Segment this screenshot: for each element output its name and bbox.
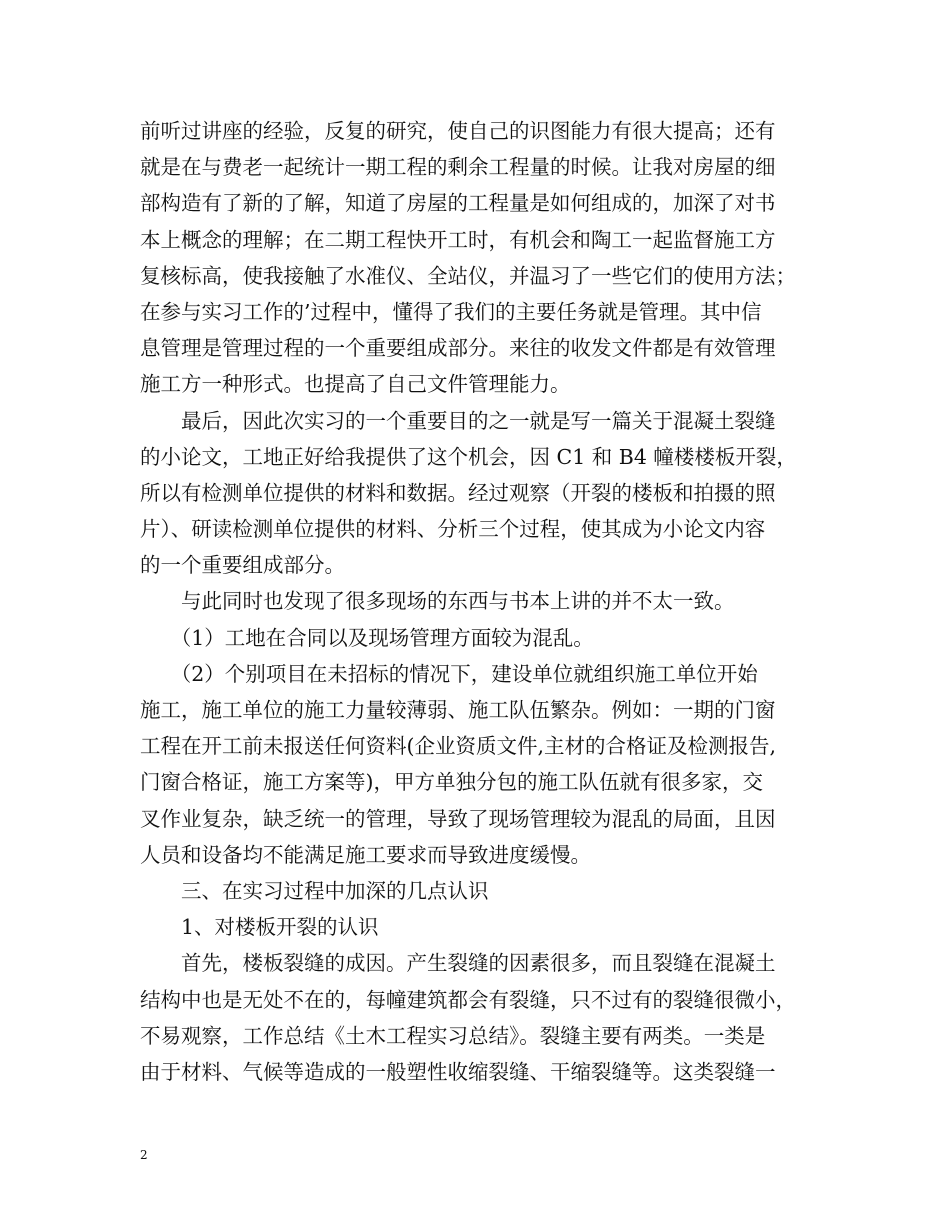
text-line: （1）工地在合同以及现场管理方面较为混乱。 xyxy=(140,625,594,650)
subsection-heading: 1、对楼板开裂的认识 xyxy=(140,915,379,940)
text-line: 与此同时也发现了很多现场的东西与书本上讲的并不太一致。 xyxy=(140,589,735,614)
text-line: （2）个别项目在未招标的情况下，建设单位就组织施工单位开始 xyxy=(140,661,758,686)
text-line: 由于材料、气候等造成的一般塑性收缩裂缝、干缩裂缝等。这类裂缝一 xyxy=(140,1059,776,1084)
text-line: 息管理是管理过程的一个重要组成部分。来往的收发文件都是有效管理 xyxy=(140,336,776,361)
page-number: 2 xyxy=(140,1148,148,1162)
text-line: 叉作业复杂，缺乏统一的管理，导致了现场管理较为混乱的局面，且因 xyxy=(140,806,776,831)
text-line: 最后，因此次实习的一个重要目的之一就是写一篇关于混凝土裂缝 xyxy=(140,408,776,433)
text-line: 工程在开工前未报送任何资料(企业资质文件,主材的合格证及检测报告, xyxy=(140,734,777,759)
text-line: 前听过讲座的经验，反复的研究，使自己的识图能力有很大提高；还有 xyxy=(140,119,776,143)
text-line: 的一个重要组成部分。 xyxy=(140,553,345,578)
text-line: 复核标高，使我接触了水准仪、全站仪，并温习了一些它们的使用方法； xyxy=(140,263,796,288)
text-line: 门窗合格证，施工方案等)，甲方单独分包的施工队伍就有很多家，交 xyxy=(140,770,763,795)
text-line: 不易观察，工作总结《土木工程实习总结》。裂缝主要有两类。一类是 xyxy=(140,1023,766,1048)
text-line: 本上概念的理解；在二期工程快开工时，有机会和陶工一起监督施工方 xyxy=(140,227,776,252)
text-line: 的小论文，工地正好给我提供了这个机会，因 C1 和 B4 幢楼楼板开裂， xyxy=(140,444,797,469)
text-line: 片）、研读检测单位提供的材料、分析三个过程，使其成为小论文内容 xyxy=(140,517,766,542)
section-heading: 三、在实习过程中加深的几点认识 xyxy=(140,878,489,903)
text-line: 人员和设备均不能满足施工要求而导致进度缓慢。 xyxy=(140,842,591,867)
body-text xyxy=(140,113,820,1090)
text-line: 就是在与费老一起统计一期工程的剩余工程量的时候。让我对房屋的细 xyxy=(140,155,776,180)
text-line: 在参与实习工作的’过程中，懂得了我们的主要任务就是管理。其中信 xyxy=(140,299,762,324)
text-line: 结构中也是无处不在的，每幢建筑都会有裂缝，只不过有的裂缝很微小， xyxy=(140,987,796,1012)
text-line: 施工方一种形式。也提高了自己文件管理能力。 xyxy=(140,372,571,397)
text-line: 首先，楼板裂缝的成因。产生裂缝的因素很多，而且裂缝在混凝土 xyxy=(140,951,776,976)
text-line: 所以有检测单位提供的材料和数据。经过观察（开裂的楼板和拍摄的照 xyxy=(140,480,776,505)
text-line: 施工，施工单位的施工力量较薄弱、施工队伍繁杂。例如：一期的门窗 xyxy=(140,698,776,722)
text-line: 部构造有了新的了解，知道了房屋的工程量是如何组成的，加深了对书 xyxy=(140,191,776,216)
